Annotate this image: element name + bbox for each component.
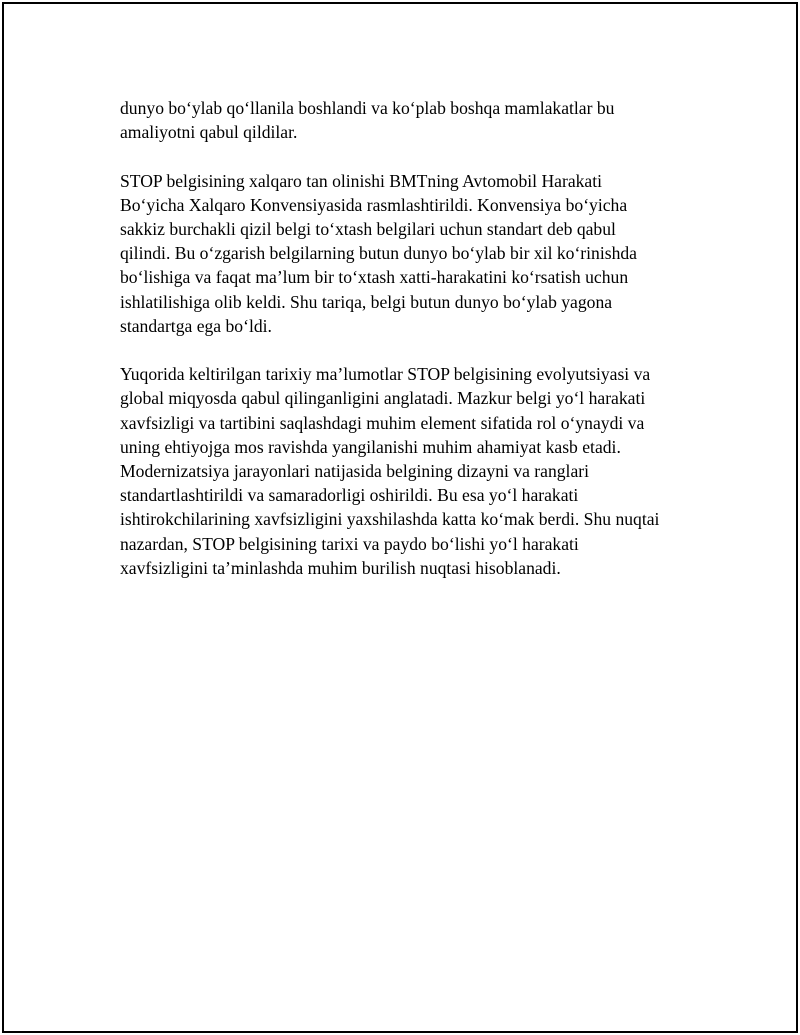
text-line: ishtirokchilarining xavfsizligini yaxshilashda katta ko‘mak berdi. Shu nuqtai	[120, 509, 660, 530]
text-line: Modernizatsiya jarayonlari natijasida belgining dizayni va ranglari	[120, 461, 590, 482]
text-line: bo‘lishiga va faqat ma’lum bir to‘xtash xatti-harakatini ko‘rsatish uchun	[120, 267, 629, 288]
text-line: xavfsizligi va tartibini saqlashdagi muhim element sifatida rol o‘ynaydi va	[120, 412, 645, 433]
text-line: Bo‘yicha Xalqaro Konvensiyasida rasmlashtirildi. Konvensiya bo‘yicha	[120, 194, 628, 215]
text-line: amaliyotni qabul qildilar.	[120, 122, 298, 143]
text-line: global miqyosda qabul qilinganligini anglatadi. Mazkur belgi yo‘l harakati	[120, 388, 646, 409]
paragraph-2	[120, 169, 700, 338]
text-line: Yuqorida keltirilgan tarixiy ma’lumotlar STOP belgisining evolyutsiyasi va	[120, 364, 651, 385]
text-line: ishlatilishiga olib keldi. Shu tariqa, belgi butun dunyo bo‘ylab yagona	[120, 291, 613, 312]
text-line: xavfsizligini ta’minlashda muhim burilish nuqtasi hisoblanadi.	[120, 557, 561, 578]
text-line: standartlashtirildi va samaradorligi oshirildi. Bu esa yo‘l harakati	[120, 485, 579, 506]
document-body	[120, 96, 700, 604]
text-line: dunyo bo‘ylab qo‘llanila boshlandi va ko‘plab boshqa mamlakatlar bu	[120, 98, 615, 118]
text-line: qilindi. Bu o‘zgarish belgilarning butun dunyo bo‘ylab bir xil ko‘rinishda	[120, 243, 637, 264]
text-line: sakkiz burchakli qizil belgi to‘xtash belgilari uchun standart deb qabul	[120, 219, 616, 239]
text-line: standartga ega bo‘ldi.	[120, 315, 272, 336]
paragraph-3	[120, 362, 700, 580]
text-line: STOP belgisining xalqaro tan olinishi BMTning Avtomobil Harakati	[120, 170, 603, 191]
text-line: nazardan, STOP belgisining tarixi va paydo bo‘lishi yo‘l harakati	[120, 533, 579, 554]
text-line: uning ehtiyojga mos ravishda yangilanishi muhim ahamiyat kasb etadi.	[120, 436, 621, 457]
paragraph-1	[120, 96, 700, 144]
document-page	[2, 2, 798, 1033]
